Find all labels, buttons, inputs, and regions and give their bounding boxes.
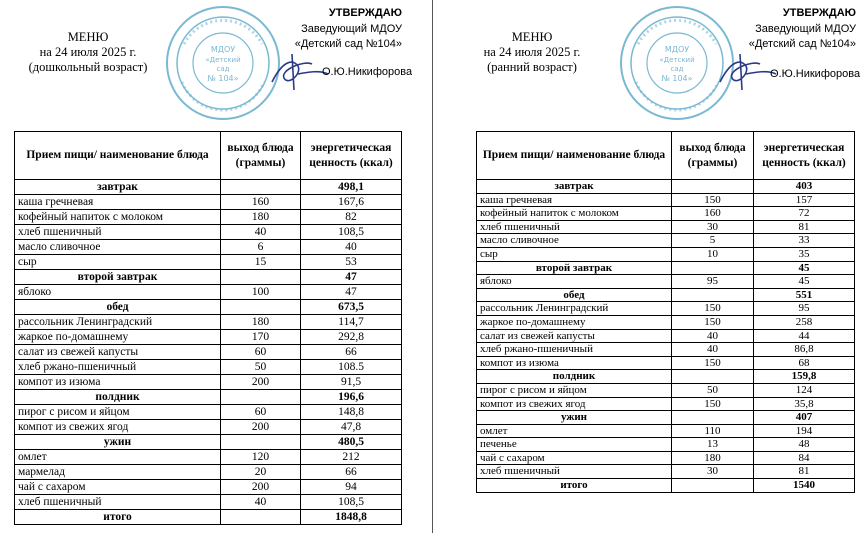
approval-block — [276, 6, 402, 53]
dish-name: хлеб пшеничный — [15, 495, 221, 510]
svg-text:сад: сад — [670, 65, 684, 73]
signature — [268, 52, 330, 92]
dish-kcal: 35 — [754, 247, 855, 261]
meal-section-row — [15, 510, 402, 525]
dish-name: масло сливочное — [15, 240, 221, 255]
dish-name: рассольник Ленинградский — [15, 315, 221, 330]
meal-name: завтрак — [15, 180, 221, 195]
dish-kcal: 94 — [301, 480, 402, 495]
dish-row — [477, 465, 855, 479]
dish-row — [15, 480, 402, 495]
dish-kcal: 108.5 — [301, 360, 402, 375]
dish-grams: 95 — [672, 275, 754, 289]
dish-name: мармелад — [15, 465, 221, 480]
meal-name: полдник — [15, 390, 221, 405]
dish-kcal: 86,8 — [754, 343, 855, 357]
dish-kcal: 53 — [301, 255, 402, 270]
dish-name: чай с сахаром — [477, 451, 672, 465]
dish-grams: 6 — [221, 240, 301, 255]
dish-grams: 50 — [221, 360, 301, 375]
dish-name: жаркое по-домашнему — [15, 330, 221, 345]
dish-row — [477, 397, 855, 411]
meal-grams — [221, 270, 301, 285]
dish-row — [477, 451, 855, 465]
svg-text:«Детский: «Детский — [659, 56, 695, 64]
dish-name: омлет — [477, 424, 672, 438]
meal-name: ужин — [15, 435, 221, 450]
menu-heading — [8, 30, 168, 75]
dish-name: пирог с рисом и яйцом — [15, 405, 221, 420]
dish-row — [15, 285, 402, 300]
table-header-row — [477, 132, 855, 180]
dish-grams: 40 — [221, 225, 301, 240]
approval-position: Заведующий МДОУ — [755, 22, 856, 35]
dish-name: хлеб пшеничный — [477, 220, 672, 234]
meal-grams — [672, 288, 754, 302]
dish-row — [477, 302, 855, 316]
dish-row — [15, 405, 402, 420]
dish-kcal: 148,8 — [301, 405, 402, 420]
meal-kcal-total: 196,6 — [301, 390, 402, 405]
dish-kcal: 194 — [754, 424, 855, 438]
dish-row — [477, 247, 855, 261]
meal-grams — [221, 390, 301, 405]
dish-grams: 10 — [672, 247, 754, 261]
approval-label: УТВЕРЖДАЮ — [328, 7, 402, 19]
dish-row — [15, 225, 402, 240]
meal-name: итого — [15, 510, 221, 525]
dish-row — [477, 438, 855, 452]
meal-kcal-total: 498,1 — [301, 180, 402, 195]
dish-kcal: 258 — [754, 315, 855, 329]
dish-name: каша гречневая — [15, 195, 221, 210]
meal-kcal-total: 1848,8 — [301, 510, 402, 525]
dish-name: каша гречневая — [477, 193, 672, 207]
dish-row — [15, 195, 402, 210]
meal-name: итого — [477, 479, 672, 493]
meal-section-row — [477, 180, 855, 194]
meal-grams — [221, 180, 301, 195]
dish-name: рассольник Ленинградский — [477, 302, 672, 316]
menu-table — [14, 131, 402, 525]
approval-position: Заведующий МДОУ — [301, 22, 402, 35]
dish-row — [477, 220, 855, 234]
dish-grams: 40 — [672, 343, 754, 357]
page-divider — [432, 0, 433, 533]
signature — [716, 52, 778, 92]
dish-grams: 30 — [672, 220, 754, 234]
dish-kcal: 108,5 — [301, 225, 402, 240]
dish-grams: 160 — [672, 207, 754, 221]
dish-name: компот из изюма — [477, 356, 672, 370]
dish-kcal: 68 — [754, 356, 855, 370]
header-kcal: энергетическая ценность (ккал) — [301, 132, 402, 180]
dish-name: кофейный напиток с молоком — [15, 210, 221, 225]
dish-kcal: 72 — [754, 207, 855, 221]
meal-name: завтрак — [477, 180, 672, 194]
meal-kcal-total: 403 — [754, 180, 855, 194]
meal-section-row — [15, 300, 402, 315]
dish-kcal: 33 — [754, 234, 855, 248]
dish-row — [15, 240, 402, 255]
dish-kcal: 48 — [754, 438, 855, 452]
dish-grams: 13 — [672, 438, 754, 452]
dish-kcal: 84 — [754, 451, 855, 465]
dish-name: хлеб ржано-пшеничный — [15, 360, 221, 375]
dish-row — [477, 329, 855, 343]
meal-grams — [672, 411, 754, 425]
dish-row — [15, 495, 402, 510]
dish-grams: 200 — [221, 420, 301, 435]
dish-name: пирог с рисом и яйцом — [477, 383, 672, 397]
dish-grams: 110 — [672, 424, 754, 438]
dish-grams: 40 — [221, 495, 301, 510]
dish-kcal: 114,7 — [301, 315, 402, 330]
dish-kcal: 91,5 — [301, 375, 402, 390]
meal-kcal-total: 551 — [754, 288, 855, 302]
header-dish: Прием пищи/ наименование блюда — [477, 132, 672, 180]
dish-grams: 160 — [221, 195, 301, 210]
dish-kcal: 95 — [754, 302, 855, 316]
meal-grams — [672, 370, 754, 384]
dish-grams: 200 — [221, 375, 301, 390]
dish-grams: 50 — [672, 383, 754, 397]
meal-section-row — [15, 435, 402, 450]
svg-text:МДОУ: МДОУ — [664, 45, 690, 54]
svg-text:«Детский: «Детский — [205, 56, 241, 64]
meal-section-row — [477, 288, 855, 302]
dish-name: салат из свежей капусты — [15, 345, 221, 360]
dish-grams: 200 — [221, 480, 301, 495]
dish-name: кофейный напиток с молоком — [477, 207, 672, 221]
dish-row — [477, 207, 855, 221]
dish-row — [15, 360, 402, 375]
meal-name: второй завтрак — [477, 261, 672, 275]
meal-section-row — [15, 270, 402, 285]
approval-organization: «Детский сад №104» — [294, 38, 402, 50]
header-grams: выход блюда (граммы) — [672, 132, 754, 180]
meal-grams — [672, 180, 754, 194]
svg-text:сад: сад — [216, 65, 230, 73]
dish-row — [477, 193, 855, 207]
dish-row — [15, 210, 402, 225]
dish-grams: 5 — [672, 234, 754, 248]
dish-grams: 150 — [672, 356, 754, 370]
dish-row — [477, 424, 855, 438]
meal-grams — [672, 261, 754, 275]
meal-section-row — [15, 390, 402, 405]
dish-row — [15, 375, 402, 390]
dish-row — [15, 315, 402, 330]
dish-row — [15, 465, 402, 480]
dish-grams: 150 — [672, 302, 754, 316]
dish-grams: 60 — [221, 345, 301, 360]
dish-name: компот из изюма — [15, 375, 221, 390]
dish-grams: 20 — [221, 465, 301, 480]
meal-kcal-total: 407 — [754, 411, 855, 425]
meal-section-row — [477, 479, 855, 493]
dish-name: хлеб ржано-пшеничный — [477, 343, 672, 357]
dish-kcal: 66 — [301, 465, 402, 480]
dish-kcal: 47,8 — [301, 420, 402, 435]
dish-grams: 30 — [672, 465, 754, 479]
dish-kcal: 212 — [301, 450, 402, 465]
svg-text:№ 104»: № 104» — [661, 74, 693, 83]
svg-text:№ 104»: № 104» — [207, 74, 239, 83]
dish-grams: 120 — [221, 450, 301, 465]
dish-name: хлеб пшеничный — [477, 465, 672, 479]
dish-kcal: 82 — [301, 210, 402, 225]
meal-section-row — [15, 180, 402, 195]
dish-kcal: 45 — [754, 275, 855, 289]
dish-row — [15, 330, 402, 345]
dish-grams: 180 — [221, 315, 301, 330]
dish-row — [477, 275, 855, 289]
meal-name: второй завтрак — [15, 270, 221, 285]
dish-kcal: 40 — [301, 240, 402, 255]
dish-kcal: 167,6 — [301, 195, 402, 210]
dish-kcal: 81 — [754, 220, 855, 234]
approval-signer: О.Ю.Никифорова — [322, 66, 413, 78]
dish-row — [477, 234, 855, 248]
dish-name: компот из свежих ягод — [15, 420, 221, 435]
dish-kcal: 292,8 — [301, 330, 402, 345]
menu-table-body — [15, 180, 402, 525]
dish-kcal: 81 — [754, 465, 855, 479]
dish-grams: 150 — [672, 397, 754, 411]
meal-kcal-total: 159,8 — [754, 370, 855, 384]
approval-organization: «Детский сад №104» — [748, 38, 856, 50]
dish-grams: 170 — [221, 330, 301, 345]
dish-grams: 15 — [221, 255, 301, 270]
dish-name: чай с сахаром — [15, 480, 221, 495]
meal-kcal-total: 480,5 — [301, 435, 402, 450]
meal-section-row — [477, 411, 855, 425]
dish-name: компот из свежих ягод — [477, 397, 672, 411]
meal-kcal-total: 47 — [301, 270, 402, 285]
dish-kcal: 44 — [754, 329, 855, 343]
dish-row — [15, 255, 402, 270]
dish-grams: 180 — [221, 210, 301, 225]
official-seal — [164, 4, 282, 122]
menu-age-group: (ранний возраст) — [487, 60, 577, 74]
menu-table-body — [477, 180, 855, 493]
dish-name: сыр — [15, 255, 221, 270]
meal-name: обед — [15, 300, 221, 315]
dish-kcal: 66 — [301, 345, 402, 360]
meal-grams — [221, 435, 301, 450]
meal-kcal-total: 45 — [754, 261, 855, 275]
dish-name: жаркое по-домашнему — [477, 315, 672, 329]
meal-kcal-total: 1540 — [754, 479, 855, 493]
dish-name: яблоко — [15, 285, 221, 300]
dish-row — [15, 420, 402, 435]
dish-row — [477, 315, 855, 329]
svg-text:МДОУ: МДОУ — [210, 45, 236, 54]
menu-page-preschool — [0, 0, 430, 533]
dish-name: печенье — [477, 438, 672, 452]
meal-kcal-total: 673,5 — [301, 300, 402, 315]
menu-date: на 24 июля 2025 г. — [39, 45, 137, 59]
dish-grams: 60 — [221, 405, 301, 420]
dish-row — [477, 383, 855, 397]
dish-grams: 150 — [672, 315, 754, 329]
approval-block — [726, 6, 856, 53]
meal-name: ужин — [477, 411, 672, 425]
meal-name: обед — [477, 288, 672, 302]
menu-date: на 24 июля 2025 г. — [483, 45, 581, 59]
dish-row — [477, 343, 855, 357]
dish-name: яблоко — [477, 275, 672, 289]
dish-row — [477, 356, 855, 370]
meal-grams — [221, 510, 301, 525]
menu-heading — [472, 30, 592, 75]
dish-grams: 100 — [221, 285, 301, 300]
meal-grams — [672, 479, 754, 493]
dish-name: сыр — [477, 247, 672, 261]
approval-label: УТВЕРЖДАЮ — [782, 7, 856, 19]
dish-name: омлет — [15, 450, 221, 465]
dish-row — [15, 345, 402, 360]
table-header-row — [15, 132, 402, 180]
dish-name: хлеб пшеничный — [15, 225, 221, 240]
meal-section-row — [477, 370, 855, 384]
meal-section-row — [477, 261, 855, 275]
menu-table — [476, 131, 855, 493]
dish-name: салат из свежей капусты — [477, 329, 672, 343]
dish-name: масло сливочное — [477, 234, 672, 248]
approval-signer: О.Ю.Никифорова — [770, 68, 861, 80]
menu-page-early-age — [436, 0, 866, 533]
menu-title: МЕНЮ — [511, 30, 553, 44]
dish-kcal: 35,8 — [754, 397, 855, 411]
dish-grams: 180 — [672, 451, 754, 465]
menu-age-group: (дошкольный возраст) — [28, 60, 148, 74]
dish-grams: 40 — [672, 329, 754, 343]
dish-kcal: 47 — [301, 285, 402, 300]
dish-kcal: 108,5 — [301, 495, 402, 510]
dish-grams: 150 — [672, 193, 754, 207]
meal-name: полдник — [477, 370, 672, 384]
dish-row — [15, 450, 402, 465]
header-dish: Прием пищи/ наименование блюда — [15, 132, 221, 180]
header-grams: выход блюда (граммы) — [221, 132, 301, 180]
dish-kcal: 157 — [754, 193, 855, 207]
menu-title: МЕНЮ — [67, 30, 109, 44]
header-kcal: энергетическая ценность (ккал) — [754, 132, 855, 180]
dish-kcal: 124 — [754, 383, 855, 397]
meal-grams — [221, 300, 301, 315]
